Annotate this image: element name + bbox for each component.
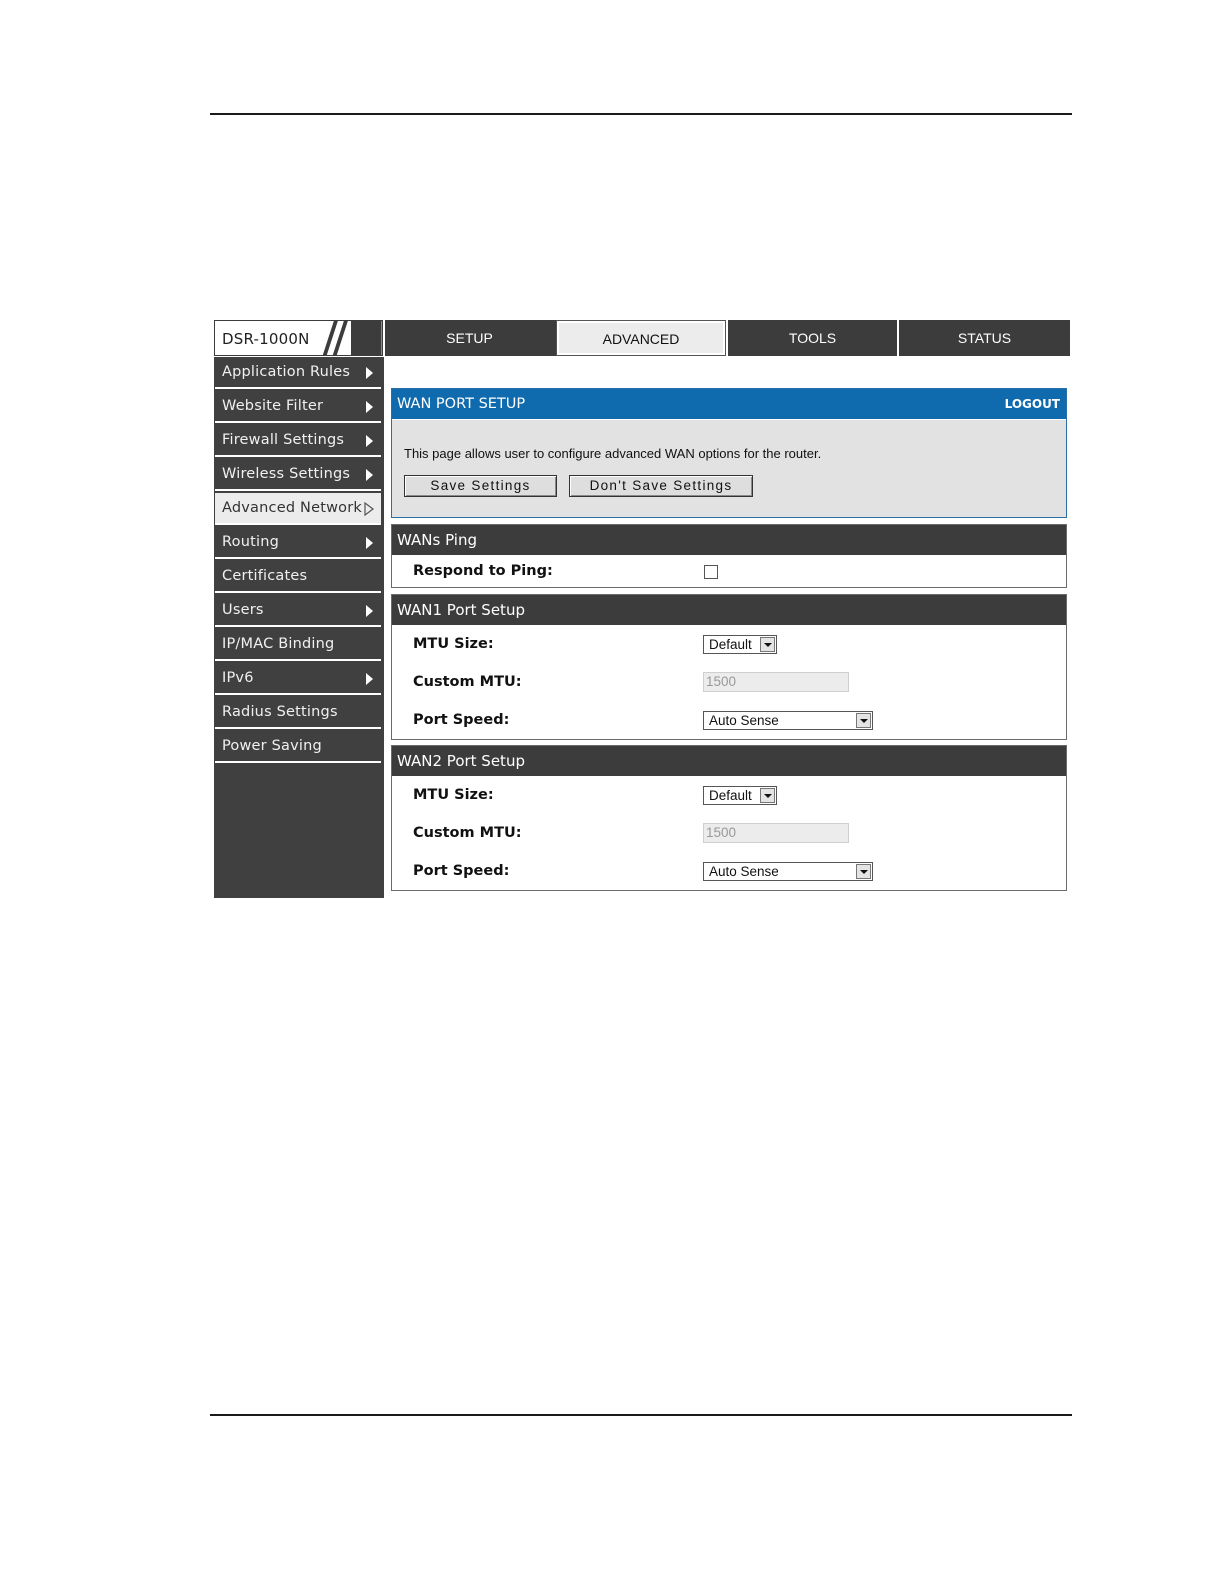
- section-title: WAN1 Port Setup: [392, 595, 1066, 625]
- chevron-right-icon: [366, 401, 373, 413]
- sidebar-item-label: Advanced Network: [222, 500, 362, 516]
- sidebar-item-label: IP/MAC Binding: [222, 636, 335, 652]
- sidebar: [214, 357, 384, 898]
- sidebar-item-label: IPv6: [222, 670, 254, 686]
- dont-save-settings-button[interactable]: Don't Save Settings: [569, 475, 753, 497]
- sidebar-item-website-filter[interactable]: [215, 391, 381, 423]
- sidebar-item-ip-mac-binding[interactable]: [215, 629, 381, 661]
- router-admin-window: [214, 320, 1070, 898]
- sidebar-item-label: Power Saving: [222, 738, 322, 754]
- chevron-right-icon: [366, 435, 373, 447]
- wan2-mtu-size-label: MTU Size:: [413, 787, 494, 803]
- sidebar-item-users[interactable]: [215, 595, 381, 627]
- chevron-down-icon: [760, 788, 775, 803]
- sidebar-item-wireless-settings[interactable]: [215, 459, 381, 491]
- tab-tools[interactable]: TOOLS: [726, 320, 897, 356]
- chevron-right-outline-icon: [363, 501, 375, 517]
- chevron-right-icon: [366, 367, 373, 379]
- chevron-down-icon: [856, 713, 871, 728]
- model-logo: [215, 321, 382, 355]
- sidebar-item-label: Radius Settings: [222, 704, 338, 720]
- wan2-port-setup-section: [391, 745, 1067, 891]
- sidebar-item-certificates[interactable]: [215, 561, 381, 593]
- model-name: DSR-1000N: [222, 330, 310, 348]
- page-bottom-rule: [210, 1414, 1072, 1416]
- wan1-port-speed-select[interactable]: [703, 711, 873, 730]
- select-value: Default: [709, 637, 752, 652]
- wan-port-setup-panel: [391, 388, 1067, 518]
- chevron-right-icon: [366, 469, 373, 481]
- page-description: This page allows user to configure advanced WAN options for the router.: [404, 446, 822, 461]
- chevron-right-icon: [366, 537, 373, 549]
- respond-to-ping-label: Respond to Ping:: [413, 563, 553, 579]
- logout-link[interactable]: LOGOUT: [1004, 397, 1060, 411]
- select-value: Auto Sense: [709, 864, 779, 879]
- chevron-right-icon: [366, 673, 373, 685]
- sidebar-item-routing[interactable]: [215, 527, 381, 559]
- sidebar-item-advanced-network[interactable]: [215, 493, 381, 525]
- respond-to-ping-checkbox[interactable]: [704, 565, 718, 579]
- chevron-down-icon: [856, 864, 871, 879]
- panel-title: [392, 389, 1066, 419]
- wan2-port-speed-label: Port Speed:: [413, 863, 510, 879]
- tab-advanced[interactable]: ADVANCED: [556, 320, 726, 356]
- sidebar-item-label: Firewall Settings: [222, 432, 345, 448]
- sidebar-item-label: Application Rules: [222, 364, 351, 380]
- intro-body: [392, 420, 1066, 517]
- wan1-mtu-size-select[interactable]: [703, 635, 777, 654]
- top-nav-bar: [214, 320, 1070, 356]
- sidebar-item-ipv6[interactable]: [215, 663, 381, 695]
- save-settings-button[interactable]: Save Settings: [404, 475, 557, 497]
- section-title: WAN2 Port Setup: [392, 746, 1066, 776]
- tab-status[interactable]: STATUS: [897, 320, 1070, 356]
- wan1-custom-mtu-label: Custom MTU:: [413, 674, 522, 690]
- wan1-port-setup-section: [391, 594, 1067, 740]
- wan2-port-speed-select[interactable]: [703, 862, 873, 881]
- chevron-right-icon: [366, 605, 373, 617]
- sidebar-item-application-rules[interactable]: [215, 357, 381, 389]
- tab-setup[interactable]: SETUP: [383, 320, 554, 356]
- wan1-custom-mtu-input[interactable]: 1500: [703, 672, 849, 692]
- sidebar-item-label: Routing: [222, 534, 279, 550]
- sidebar-item-label: Certificates: [222, 568, 308, 584]
- chevron-down-icon: [760, 637, 775, 652]
- page-top-rule: [210, 113, 1072, 115]
- sidebar-item-label: Users: [222, 602, 264, 618]
- sidebar-item-label: Wireless Settings: [222, 466, 351, 482]
- select-value: Auto Sense: [709, 713, 779, 728]
- page-title: WAN PORT SETUP: [397, 396, 526, 412]
- logo-dark-fill: [351, 321, 382, 355]
- wans-ping-section: [391, 524, 1067, 588]
- sidebar-item-firewall-settings[interactable]: [215, 425, 381, 457]
- wan2-custom-mtu-label: Custom MTU:: [413, 825, 522, 841]
- sidebar-item-label: Website Filter: [222, 398, 324, 414]
- select-value: Default: [709, 788, 752, 803]
- section-title: WANs Ping: [392, 525, 1066, 555]
- wan2-mtu-size-select[interactable]: [703, 786, 777, 805]
- sidebar-item-power-saving[interactable]: [215, 731, 381, 763]
- wan2-custom-mtu-input[interactable]: 1500: [703, 823, 849, 843]
- wan1-mtu-size-label: MTU Size:: [413, 636, 494, 652]
- sidebar-item-radius-settings[interactable]: [215, 697, 381, 729]
- wan1-port-speed-label: Port Speed:: [413, 712, 510, 728]
